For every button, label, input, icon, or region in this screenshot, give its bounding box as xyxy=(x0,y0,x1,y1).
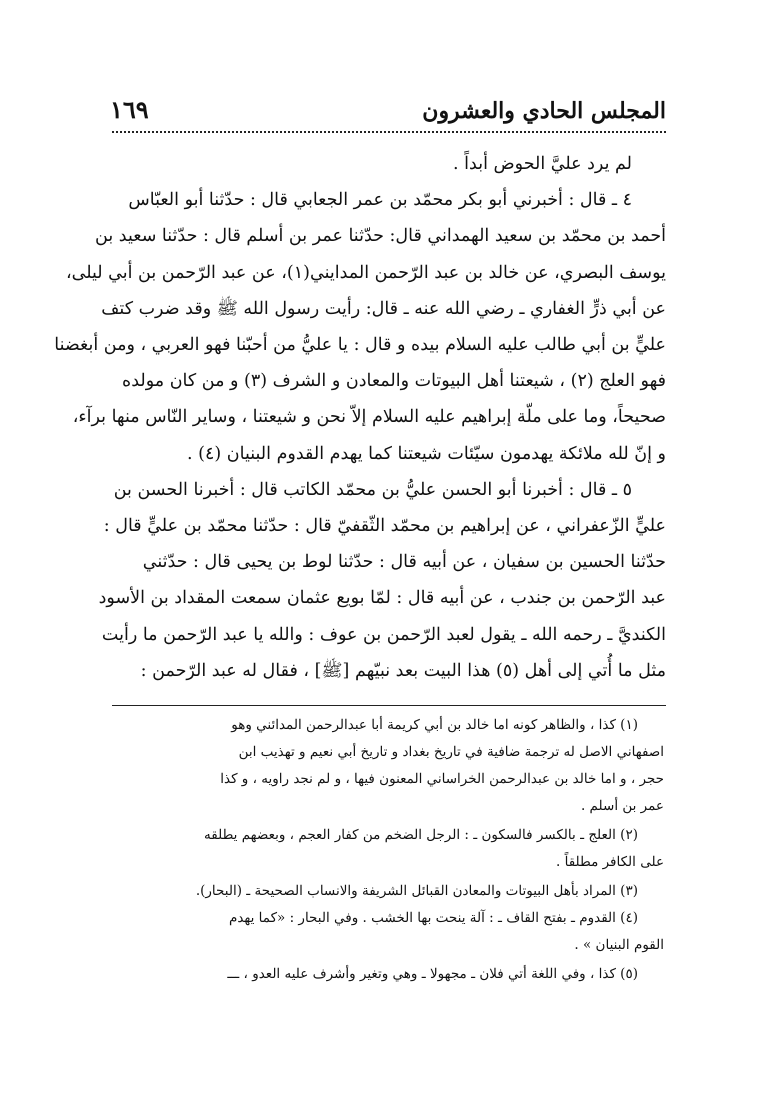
page-number: ١٦٩ xyxy=(110,95,149,124)
footnote-line: على الكافر مطلقاً . xyxy=(556,854,664,870)
text-line: عن أبي ذرٍّ الغفاري ـ رضي الله عنه ـ قال: رأيت رسول الله ﷺ وقد ضرب كتف xyxy=(101,298,666,319)
text-line: عبد الرّحمن بن جندب ، عن أبيه قال : لمّا بويع عثمان سمعت المقداد بن الأسود xyxy=(98,588,666,609)
text-line: الكنديَّ ـ رحمه الله ـ يقول لعبد الرّحمن بن عوف : والله يا عبد الرّحمن ما رأيت xyxy=(101,624,666,645)
text-line: ٤ ـ قال : أخبرني أبو بكر محمّد بن عمر الجعابي قال : حدّثنا أبو العبّاس xyxy=(128,190,632,211)
footnote-line: حجر ، و اما خالد بن عبدالرحمن الخراساني المعنون فيها ، و لم نجد راويه ، و كذا xyxy=(220,771,664,787)
text-line: حدّثنا الحسين بن سفيان ، عن أبيه قال : حدّثنا لوط بن يحيى قال : حدّثني xyxy=(142,552,666,573)
footnote-line: (٥) كذا ، وفي اللغة أتي فلان ـ مجهولا ـ وهي وتغير وأشرف عليه العدو ، ـــ xyxy=(227,966,638,982)
text-line: أحمد بن محمّد بن سعيد الهمداني قال: حدّثنا عمر بن أسلم قال : حدّثنا سعيد بن xyxy=(95,226,666,247)
footnote-line: (٤) القدوم ـ بفتح القاف ـ : آلة ينحت بها الخشب . وفي البحار : «كما يهدم xyxy=(228,910,638,926)
footnotes xyxy=(112,712,664,988)
footnote-divider xyxy=(112,705,666,706)
footnote-line: اصفهاني الاصل له ترجمة ضافية في تاريخ بغداد و تاريخ أبي نعيم و تهذيب ابن xyxy=(238,744,664,760)
text-line: فهو العلج (٢) ، شيعتنا أهل البيوتات والمعادن و الشرف (٣) و من كان مولده xyxy=(122,371,666,392)
footnote-line: (٢) العلج ـ بالكسر فالسكون ـ : الرجل الضخم من كفار العجم ، وبعضهم يطلقه xyxy=(204,827,638,843)
text-line: عليٍّ بن أبي طالب عليه السلام بيده و قال : يا عليُّ من أحبّنا فهو العربي ، ومن أبغضنا xyxy=(54,335,666,356)
page-header xyxy=(110,88,666,124)
text-line: لم يرد عليَّ الحوض أبداً . xyxy=(453,154,632,174)
footnote-line: القوم البنيان » . xyxy=(574,937,664,953)
footnote-line: (٣) المراد بأهل البيوتات والمعادن القبائل الشريفة والانساب الصحيحة ـ (البحار). xyxy=(195,883,638,899)
text-line: عليٍّ الزّعفراني ، عن إبراهيم بن محمّد الثّقفيّ قال : حدّثنا محمّد بن عليٍّ قال : xyxy=(103,516,666,537)
running-title: المجلس الحادي والعشرون xyxy=(422,98,666,124)
text-line: و إنّ لله ملائكة يهدمون سيّئات شيعتنا كما يهدم القدوم البنيان (٤) . xyxy=(187,443,666,464)
text-line: مثل ما أُتي إلى أهل (٥) هذا البيت بعد نبيّهم [ﷺ] ، فقال له عبد الرّحمن : xyxy=(140,660,666,681)
footnote-line: عمر بن أسلم . xyxy=(580,798,664,814)
footnote-line: (١) كذا ، والظاهر كونه اما خالد بن أبي كريمة أبا عبدالرحمن المدائني وهو xyxy=(231,717,638,733)
header-divider xyxy=(112,131,666,133)
text-line: يوسف البصري، عن خالد بن عبد الرّحمن المدايني(١)، عن عبد الرّحمن بن أبي ليلى، xyxy=(65,262,666,283)
main-text xyxy=(54,146,666,689)
text-line: صحيحاً، وما على ملّة إبراهيم عليه السلام إلاّ نحن و شيعتنا ، وساير النّاس منها برآء، xyxy=(72,407,666,428)
text-line: ٥ ـ قال : أخبرنا أبو الحسن عليُّ بن محمّد الكاتب قال : أخبرنا الحسن بن xyxy=(113,479,632,500)
